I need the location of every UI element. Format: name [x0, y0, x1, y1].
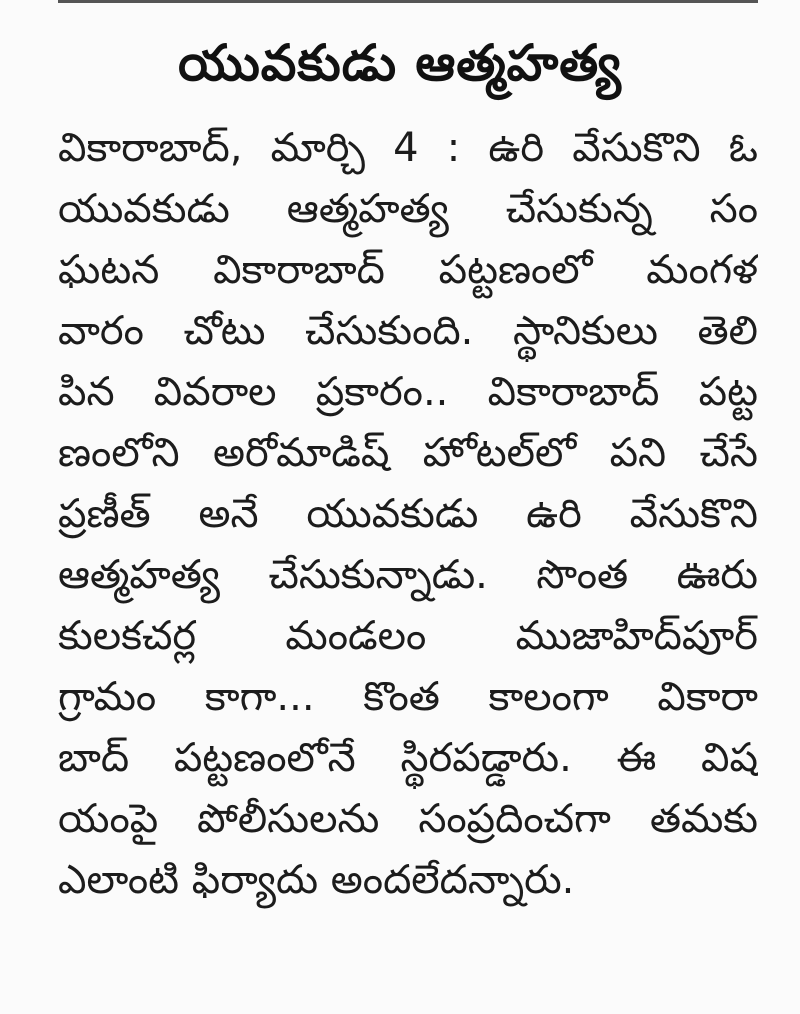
article-line: ఎలాంటి ఫిర్యాదు అందలేదన్నారు. [58, 857, 575, 903]
article-line: వారం చోటు చేసుకుంది. స్థానికులు తెలి [58, 308, 758, 354]
article-line: ప్రణీత్ అనే యువకుడు ఉరి వేసుకొని [58, 491, 758, 537]
article-line: పిన వివరాల ప్రకారం.. వికారాబాద్ పట్ట [58, 369, 758, 415]
article-body [58, 118, 758, 911]
article-line: వికారాబాద్, మార్చి 4 : ఉరి వేసుకొని ఓ [58, 125, 758, 171]
article-line: యంపై పోలీసులను సంప్రదించగా తమకు [58, 796, 758, 842]
top-rule [58, 0, 758, 3]
article-line: ఆత్మహత్య చేసుకున్నాడు. సొంత ఊరు [58, 552, 758, 598]
article-line: యువకుడు ఆత్మహత్య చేసుకున్న సం [58, 186, 758, 232]
article-headline: యువకుడు ఆత్మహత్య [178, 34, 622, 92]
article-line: ఘటన వికారాబాద్ పట్టణంలో మంగళ [58, 247, 758, 293]
article-line: గ్రామం కాగా... కొంత కాలంగా వికారా [58, 674, 758, 720]
article-line: ణంలోని అరోమాడిష్ హోటల్‌లో పని చేసే [58, 430, 758, 476]
article-line: కులకచర్ల మండలం ముజాహిద్‌పూర్ [58, 613, 758, 659]
article-line: బాద్ పట్టణంలోనే స్థిరపడ్డారు. ఈ విష [58, 735, 758, 781]
